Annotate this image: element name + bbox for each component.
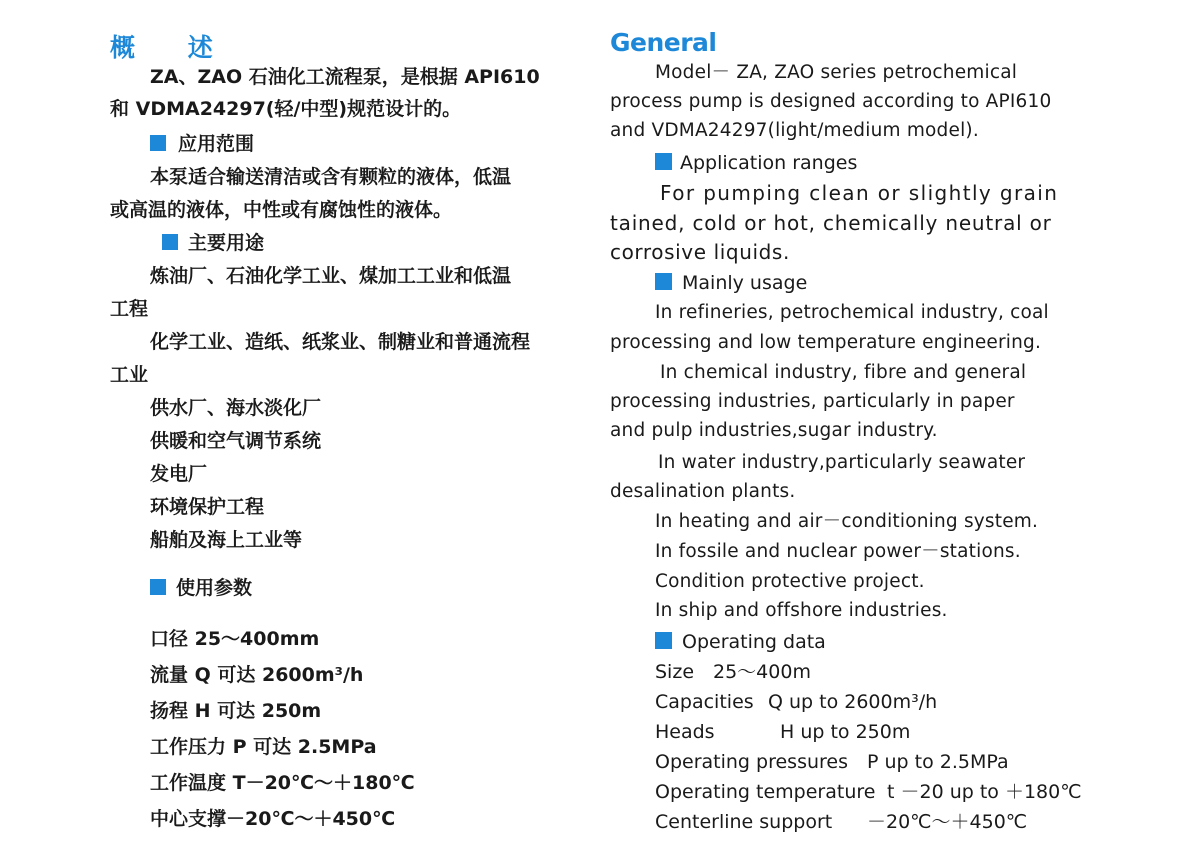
chinese-usage-item: 炼油厂、石油化学工业、煤加工工业和低温 xyxy=(150,265,512,287)
chinese-params-heading xyxy=(150,577,252,599)
param-value: －20℃～＋450℃ xyxy=(867,811,1028,833)
chinese-param-size: 口径 25～400mm xyxy=(150,628,320,650)
chinese-usage-item: 环境保护工程 xyxy=(150,496,265,518)
english-usage-item: Condition protective project. xyxy=(655,571,925,592)
param-key: Heads xyxy=(655,721,715,743)
chinese-usage-item: 供暖和空气调节系统 xyxy=(150,430,322,452)
english-application-line-3: corrosive liquids. xyxy=(610,240,790,264)
english-application-line-2: tained, cold or hot, chemically neutral or xyxy=(610,211,1052,235)
english-usage-item: In fossile and nuclear power－stations. xyxy=(655,541,1021,562)
english-usage-item: processing and low temperature engineering. xyxy=(610,332,1042,353)
chinese-application-heading xyxy=(150,133,254,155)
chinese-application-line-1: 本泵适合输送清洁或含有颗粒的液体，低温 xyxy=(150,166,512,188)
english-application-heading xyxy=(655,152,857,174)
blue-square-bullet-icon xyxy=(655,153,672,170)
param-key: Centerline support xyxy=(655,811,833,833)
blue-square-bullet-icon xyxy=(655,273,672,290)
chinese-param-temperature: 工作温度 T－20℃～＋180℃ xyxy=(150,772,415,794)
param-key: Size xyxy=(655,661,695,683)
english-usage-item: In ship and offshore industries. xyxy=(655,600,948,621)
chinese-usage-item: 工程 xyxy=(110,298,149,320)
param-value: P up to 2.5MPa xyxy=(867,751,1009,773)
english-usage-item: In heating and air－conditioning system. xyxy=(655,511,1039,532)
english-usage-item: and pulp industries,sugar industry. xyxy=(610,420,938,441)
chinese-usage-heading-label: 主要用途 xyxy=(188,232,265,254)
chinese-intro-line-2: 和 VDMA24297(轻/中型)规范设计的。 xyxy=(110,98,462,120)
english-intro-line-1: Model－ ZA, ZAO series petrochemical xyxy=(655,62,1018,83)
english-usage-item: In water industry,particularly seawater xyxy=(658,452,1026,473)
chinese-usage-item: 供水厂、海水淡化厂 xyxy=(150,397,322,419)
param-value: H up to 250m xyxy=(780,721,911,743)
param-key: Operating pressures xyxy=(655,751,848,773)
chinese-usage-item: 工业 xyxy=(110,364,149,386)
param-key: Operating temperature xyxy=(655,781,876,803)
blue-square-bullet-icon xyxy=(162,234,178,250)
english-intro-line-3: and VDMA24297(light/medium model). xyxy=(610,120,979,141)
english-param-capacities xyxy=(655,691,937,713)
english-param-size xyxy=(655,661,811,683)
english-application-line-1: For pumping clean or slightly grain xyxy=(660,181,1059,205)
chinese-param-pressure: 工作压力 P 可达 2.5MPa xyxy=(150,736,377,758)
english-params-heading xyxy=(655,631,826,653)
chinese-usage-item: 船舶及海上工业等 xyxy=(150,529,303,551)
chinese-application-heading-label: 应用范围 xyxy=(178,133,255,155)
blue-square-bullet-icon xyxy=(655,632,672,649)
chinese-intro-line-1: ZA、ZAO 石油化工流程泵，是根据 API610 xyxy=(150,66,540,88)
english-param-centerline xyxy=(655,811,1027,833)
english-params-heading-label: Operating data xyxy=(682,631,826,653)
english-intro-line-2: process pump is designed according to API610 xyxy=(610,91,1052,112)
param-key: Capacities xyxy=(655,691,754,713)
chinese-usage-heading xyxy=(162,232,264,254)
blue-square-bullet-icon xyxy=(150,579,166,595)
chinese-usage-item: 发电厂 xyxy=(150,463,208,485)
param-value: t －20 up to ＋180℃ xyxy=(887,781,1082,803)
english-usage-item: In chemical industry, fibre and general xyxy=(660,362,1027,383)
chinese-application-line-2: 或高温的液体，中性或有腐蚀性的液体。 xyxy=(110,199,453,221)
blue-square-bullet-icon xyxy=(150,135,166,151)
english-usage-heading xyxy=(655,272,807,294)
english-application-heading-label: Application ranges xyxy=(680,152,858,174)
chinese-param-capacity: 流量 Q 可达 2600m³/h xyxy=(150,664,364,686)
english-param-pressures xyxy=(655,751,1009,773)
english-usage-item: processing industries, particularly in paper xyxy=(610,391,1015,412)
english-usage-item: desalination plants. xyxy=(610,481,796,502)
chinese-usage-item: 化学工业、造纸、纸浆业、制糖业和普通流程 xyxy=(150,331,531,353)
english-usage-item: In refineries, petrochemical industry, coal xyxy=(655,302,1049,323)
english-title: General xyxy=(610,28,717,57)
chinese-param-centerline: 中心支撑－20℃～＋450℃ xyxy=(150,808,396,830)
param-value: 25～400m xyxy=(713,661,811,683)
english-param-temperature xyxy=(655,781,1082,803)
chinese-title: 概 述 xyxy=(110,33,235,62)
english-param-heads xyxy=(655,721,910,743)
param-value: Q up to 2600m³/h xyxy=(768,691,938,713)
english-usage-heading-label: Mainly usage xyxy=(682,272,808,294)
chinese-param-head: 扬程 H 可达 250m xyxy=(150,700,322,722)
chinese-params-heading-label: 使用参数 xyxy=(176,577,253,599)
